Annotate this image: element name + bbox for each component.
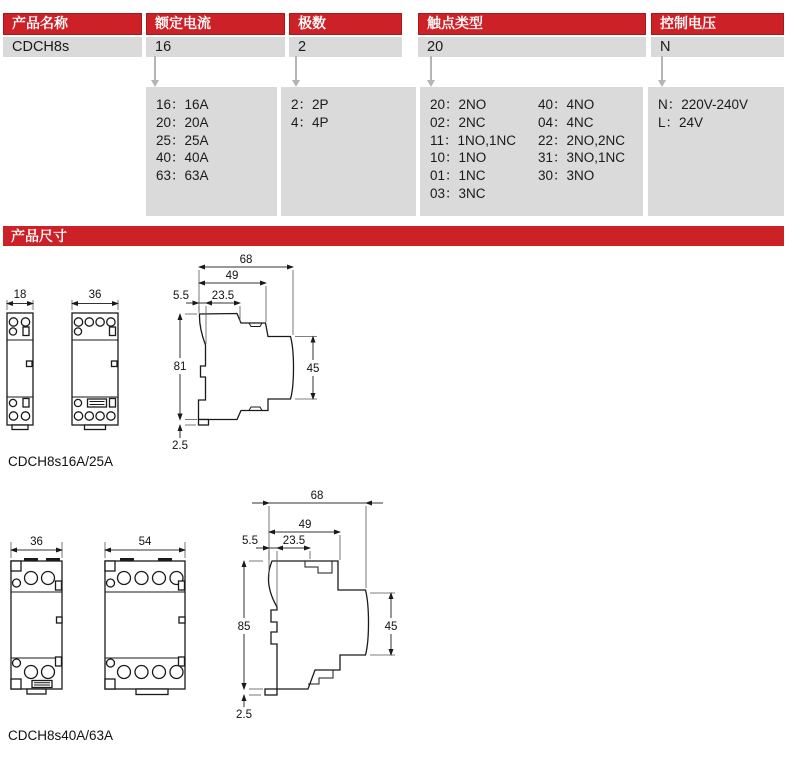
option-item: N：220V-240V [658,97,749,112]
dim-rail-offset: 5.5 [173,290,189,302]
dim-depth-68: 68 [310,490,324,502]
value-poles: 2 [289,37,402,57]
option-item: 20：20A [156,114,209,130]
option-item: 63：63A [156,168,209,184]
header-contact-type: 触点类型 [418,13,646,35]
option-item: 02：2NC [430,114,486,130]
dimension-drawing-16a-25a [0,248,786,472]
section-title-banner: 产品尺寸 [3,226,784,246]
dim-width-36: 36 [30,536,43,548]
front-view-36mm [72,289,118,430]
dim-panel-45: 45 [306,363,320,375]
dim-depth-49: 49 [298,519,312,531]
front-view-18mm [7,289,33,430]
option-item: 10：1NO [430,150,487,166]
dim-foot-2-5: 2.5 [236,709,252,721]
options-control-voltage [648,87,784,216]
option-item: 11：1NO,1NC [430,132,517,148]
dim-rail-depth: 23.5 [211,290,235,302]
option-item: 2：2P [291,97,329,112]
down-arrow-icon [291,56,301,87]
front-view-54mm [105,536,185,695]
dim-width-54: 54 [138,536,152,548]
dim-panel-45: 45 [384,621,398,633]
header-product-name: 产品名称 [3,13,142,35]
dim-height-85: 85 [237,621,251,633]
down-arrow-icon [657,56,667,87]
options-rated-current [146,87,277,216]
option-item: 20：2NO [430,97,487,112]
option-item: 03：3NC [430,185,486,201]
front-view-36mm-large-frame [11,536,62,694]
dimension-drawing-40a-63a [0,488,786,757]
dim-width-18: 18 [13,289,27,301]
option-item: 30：3NO [538,168,595,184]
value-control-voltage: N [651,37,784,57]
dim-foot-2-5: 2.5 [172,440,188,452]
dim-rail-offset: 5.5 [242,535,258,547]
option-item: 31：3NO,1NC [538,150,626,166]
drawing-label-16a-25a: CDCH8s16A/25A [8,454,114,469]
value-contact-type: 20 [418,37,646,57]
option-item: 16：16A [156,97,209,112]
header-poles: 极数 [289,13,402,35]
option-item: 04：4NC [538,114,594,130]
side-view-85mm [265,561,369,695]
option-item: 01：1NC [430,168,486,184]
option-item: 4：4P [291,114,329,130]
drawing-label-40a-63a: CDCH8s40A/63A [8,728,114,743]
option-item: 40：4NO [538,97,595,112]
dim-rail-depth: 23.5 [282,535,306,547]
down-arrow-icon [150,56,160,87]
option-item: 25：25A [156,132,209,148]
dim-width-36: 36 [88,289,102,301]
header-control-voltage: 控制电压 [651,13,784,35]
option-item: 22：2NO,2NC [538,132,626,148]
dim-height-81: 81 [173,361,187,373]
down-arrow-icon [426,56,436,87]
value-product-name: CDCH8s [3,37,142,57]
dim-depth-68: 68 [239,254,253,266]
value-rated-current: 16 [146,37,285,57]
option-item: L：24V [658,114,704,130]
dim-depth-49: 49 [225,270,239,282]
options-contact-type [420,87,643,216]
header-rated-current: 额定电流 [146,13,285,35]
side-view-81mm [199,314,294,426]
option-item: 40：40A [156,150,209,166]
options-poles [281,87,416,216]
